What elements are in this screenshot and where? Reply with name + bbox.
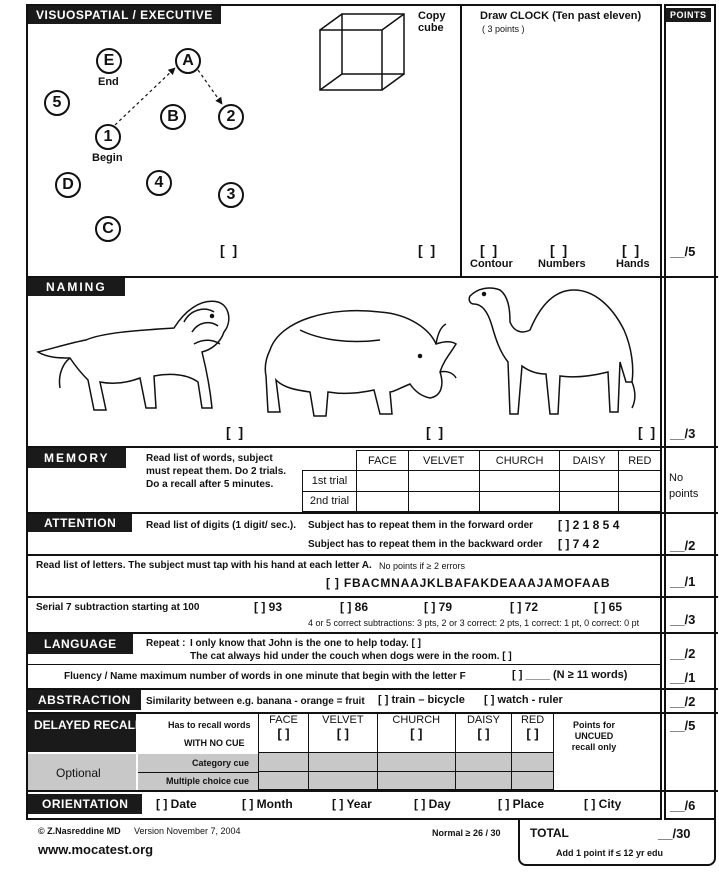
recall-daisy[interactable]: DAISY [ ] [455,714,511,753]
recall-church[interactable]: CHURCH [ ] [377,714,455,753]
language-title: LANGUAGE [28,634,133,654]
divider-memory [26,446,718,448]
uncued-note: Points for UNCUED recall only [571,720,617,752]
delayed-recall-grid [258,714,554,790]
trail-node-e: E [96,48,122,74]
digits-score[interactable]: __/2 [670,538,696,553]
category-cue-cell[interactable] [512,753,554,771]
recall-velvet[interactable]: VELVET [ ] [309,714,378,753]
trail-node-1: 1 [95,124,121,150]
fluency-score[interactable]: __/1 [670,670,696,685]
total-label: TOTAL [530,826,569,840]
trial-1-cell[interactable] [408,471,479,491]
contour-label: Contour [470,258,513,270]
orientation-city[interactable]: [ ] City [584,797,622,811]
numbers-label: Numbers [538,258,586,270]
trail-node-5: 5 [44,90,70,116]
contour-box[interactable]: [ ] [480,242,500,258]
letters-score[interactable]: __/1 [670,574,696,589]
memory-instructions: Read list of words, subject must repeat them. Do 2 trials. Do a recall after 5 minutes. [146,453,287,490]
orientation-date[interactable]: [ ] Date [156,797,197,811]
abstraction-example: Similarity between e.g. banana - orange = fruit [146,696,365,707]
memory-grid [302,450,662,512]
orientation-place[interactable]: [ ] Place [498,797,545,811]
backward-digits[interactable]: [ ] 7 4 2 [558,537,600,551]
letters-sequence[interactable]: [ ] FBACMNAAJKLBAFAKDEAAAJAMOFAAB [326,576,611,590]
multiple-choice-label: Multiple choice cue [166,776,250,786]
hands-box[interactable]: [ ] [622,242,642,258]
begin-label: Begin [92,152,123,164]
rhino-answer-box[interactable]: [ ] [426,424,446,440]
memory-title: MEMORY [28,448,126,468]
trial-2-label: 2nd trial [303,491,357,511]
memory-word-velvet: VELVET [408,451,479,471]
serial-93[interactable]: [ ] 93 [254,600,283,614]
education-note: Add 1 point if ≤ 12 yr edu [556,848,663,858]
repeat-score[interactable]: __/2 [670,646,696,661]
fluency-answer[interactable]: [ ] ____ (N ≥ 11 words) [512,669,628,681]
version: Version November 7, 2004 [134,826,241,836]
trial-2-cell[interactable] [560,491,618,511]
serial-score[interactable]: __/3 [670,612,696,627]
trail-node-c: C [95,216,121,242]
memory-no-points: No points [669,472,699,500]
repeat-sentence-2[interactable]: The cat always hid under the couch when dogs were in the room. [ ] [190,651,512,662]
memory-word-daisy: DAISY [560,451,618,471]
visuospatial-title: VISUOSPATIAL / EXECUTIVE [28,6,221,24]
trail-node-d: D [55,172,81,198]
delayed-recall-title: DELAYED RECALL [34,718,143,732]
trail-node-a: A [175,48,201,74]
trail-node-2: 2 [218,104,244,130]
naming-title: NAMING [28,278,125,296]
total-score[interactable]: __/30 [658,826,691,841]
divider-fluency [26,664,662,665]
multiple-choice-cell[interactable] [309,771,378,789]
trail-node-4: 4 [146,170,172,196]
trial-1-label: 1st trial [303,471,357,491]
hands-label: Hands [616,258,650,270]
cue-label-divider [138,772,258,773]
cube-score-box[interactable]: [ ] [418,242,438,258]
trial-1-cell[interactable] [560,471,618,491]
orientation-month[interactable]: [ ] Month [242,797,293,811]
lion-icon [34,292,234,418]
has-to-recall-label: Has to recall words [168,720,251,730]
rhinoceros-icon [260,300,460,420]
trial-2-cell[interactable] [357,491,409,511]
memory-word-church: CHURCH [479,451,560,471]
forward-digits[interactable]: [ ] 2 1 8 5 4 [558,518,620,532]
copy-cube-label: Copy cube [418,10,446,34]
abstraction-score[interactable]: __/2 [670,694,696,709]
trial-1-cell[interactable] [479,471,560,491]
trail-node-b: B [160,104,186,130]
numbers-box[interactable]: [ ] [550,242,570,258]
divider-naming [26,276,718,278]
abstraction-watch-ruler[interactable]: [ ] watch - ruler [484,694,563,706]
category-cue-cell[interactable] [309,753,378,771]
clock-divider [460,4,462,276]
orientation-day[interactable]: [ ] Day [414,797,451,811]
recall-red[interactable]: RED [ ] [512,714,554,753]
digits-instructions: Read list of digits (1 digit/ sec.). [146,520,297,531]
trail-arrow-a-2 [198,70,222,104]
website[interactable]: www.mocatest.org [38,842,154,857]
forward-instructions: Subject has to repeat them in the forward order [308,520,534,531]
memory-word-face: FACE [357,451,409,471]
trail-score-box[interactable]: [ ] [220,242,240,258]
serial-79[interactable]: [ ] 79 [424,600,453,614]
abstraction-train-bicycle[interactable]: [ ] train – bicycle [378,694,465,706]
serial-scoring: 4 or 5 correct subtractions: 3 pts, 2 or 3 correct: 2 pts, 1 correct: 1 pt, 0 correct: 0 pt [308,618,640,628]
trail-making [30,40,270,250]
orientation-score[interactable]: __/6 [670,798,696,813]
recall-face[interactable]: FACE [ ] [259,714,309,753]
serial-instructions: Serial 7 subtraction starting at 100 [36,602,200,613]
trial-2-cell[interactable] [618,491,661,511]
backward-instructions: Subject has to repeat them in the backward order [308,539,543,550]
camel-answer-box[interactable]: [ ] [638,424,658,440]
with-no-cue-label: WITH NO CUE [184,738,245,748]
multiple-choice-cell[interactable] [512,771,554,789]
delayed-recall-score[interactable]: __/5 [670,718,696,733]
end-label: End [98,76,119,88]
orientation-year[interactable]: [ ] Year [332,797,372,811]
serial-65[interactable]: [ ] 65 [594,600,623,614]
optional-label: Optional [56,766,101,780]
memory-word-red: RED [618,451,661,471]
category-cue-cell[interactable] [377,753,455,771]
lion-answer-box[interactable]: [ ] [226,424,246,440]
serial-72[interactable]: [ ] 72 [510,600,539,614]
category-cue-label: Category cue [192,758,250,768]
clock-title: Draw CLOCK (Ten past eleven) [480,10,642,22]
attention-title: ATTENTION [28,514,132,532]
trial-1-cell[interactable] [618,471,661,491]
divider-orientation [26,790,718,792]
camel-icon [464,282,644,420]
clock-points: ( 3 points ) [482,24,525,34]
divider-serial [26,596,718,598]
fluency-instructions: Fluency / Name maximum number of words in one minute that begin with the letter F [64,671,466,682]
serial-86[interactable]: [ ] 86 [340,600,369,614]
multiple-choice-cell[interactable] [455,771,511,789]
trial-1-cell[interactable] [357,471,409,491]
trail-node-3: 3 [218,182,244,208]
trial-2-cell[interactable] [479,491,560,511]
multiple-choice-cell[interactable] [377,771,455,789]
category-cue-cell[interactable] [455,753,511,771]
abstraction-title: ABSTRACTION [28,690,141,710]
divider-letters [26,554,718,556]
category-cue-cell[interactable] [259,753,309,771]
multiple-choice-cell[interactable] [259,771,309,789]
letters-instructions: Read list of letters. The subject must tap with his hand at each letter A. [36,560,372,571]
points-header: POINTS [666,8,711,22]
visuospatial-score[interactable]: __/5 [670,244,696,259]
letters-note: No points if ≥ 2 errors [379,561,465,571]
repeat-sentence-1[interactable]: I only know that John is the one to help today. [ ] [190,638,421,649]
naming-score[interactable]: __/3 [670,426,696,441]
orientation-title: ORIENTATION [28,794,142,814]
trial-2-cell[interactable] [408,491,479,511]
copyright: © Z.Nasreddine MD [38,826,121,836]
normal-range: Normal ≥ 26 / 30 [432,828,501,838]
cube-drawing [318,12,410,94]
repeat-label: Repeat : [146,638,186,649]
